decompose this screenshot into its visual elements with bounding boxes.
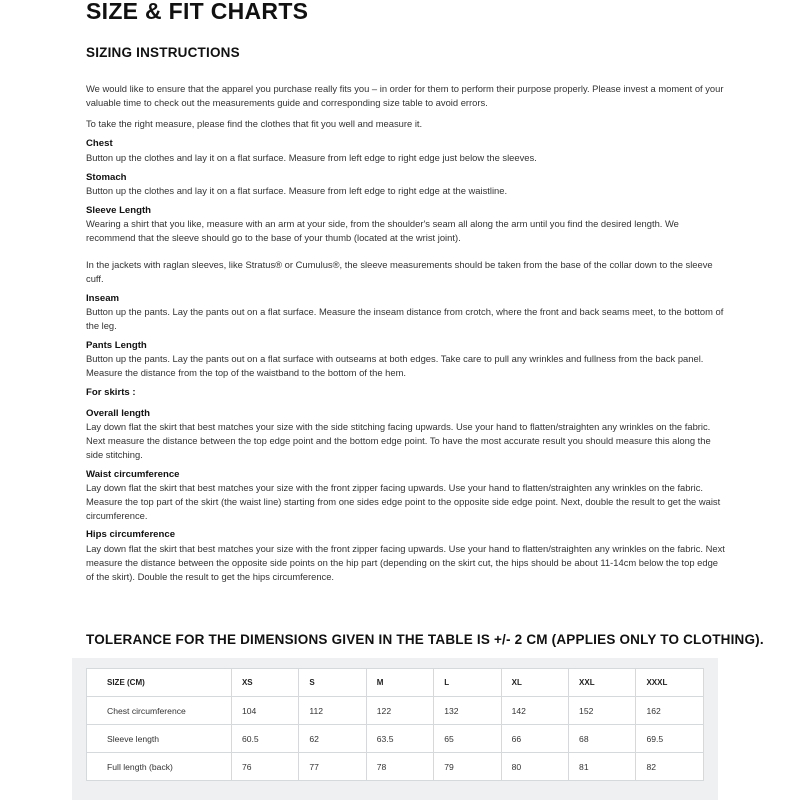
table-header-cell: XXL [569, 669, 636, 697]
pants-length-text: Button up the pants. Lay the pants out on a flat surface with outseams at both edges. Take care to pull any wrinkles and fullness from the back panel. Measure the distance from the top of the waistband to the bottom of the hem. [86, 353, 704, 379]
chest-instruction [86, 137, 726, 164]
size-table [86, 668, 704, 781]
table-header-cell: M [366, 669, 433, 697]
table-cell: 80 [501, 753, 568, 781]
sleeve-text: Wearing a shirt that you like, measure with an arm at your side, from the shoulder's seam all along the arm until you find the desired length. We recommend that the sleeve should go to the base of your thumb (located at the wrist joint). [86, 218, 679, 244]
table-row [87, 753, 704, 781]
sizing-instructions [86, 82, 726, 589]
table-cell: 68 [569, 725, 636, 753]
size-table-container [72, 658, 718, 800]
page-title: SIZE & FIT CHARTS [86, 0, 309, 24]
inseam-instruction [86, 292, 726, 333]
table-row [87, 725, 704, 753]
section-title: SIZING INSTRUCTIONS [86, 45, 240, 60]
table-header-cell: XXXL [636, 669, 704, 697]
table-cell: Chest circumference [87, 697, 232, 725]
sleeve-heading: Sleeve Length [86, 204, 152, 216]
table-cell: 82 [636, 753, 704, 781]
table-cell: 79 [434, 753, 501, 781]
stomach-heading: Stomach [86, 171, 127, 183]
stomach-text: Button up the clothes and lay it on a flat surface. Measure from left edge to right edge at the waistline. [86, 185, 508, 197]
overall-length-heading: Overall length [86, 407, 150, 419]
stomach-instruction [86, 171, 726, 198]
table-cell: 132 [434, 697, 501, 725]
intro-paragraph: To take the right measure, please find the clothes that fit you well and measure it. [86, 117, 423, 129]
hips-heading: Hips circumference [86, 529, 176, 541]
table-cell: Sleeve length [87, 725, 232, 753]
table-cell: 78 [366, 753, 433, 781]
chest-heading: Chest [86, 138, 113, 150]
table-cell: 77 [299, 753, 366, 781]
table-cell: 142 [501, 697, 568, 725]
table-header-cell: SIZE (CM) [87, 669, 232, 697]
chest-text: Button up the clothes and lay it on a flat surface. Measure from left edge to right edge just below the sleeves. [86, 151, 537, 163]
pants-length-instruction [86, 339, 726, 380]
table-row [87, 697, 704, 725]
sleeve-instruction [86, 204, 726, 286]
table-cell: 81 [569, 753, 636, 781]
waist-instruction [86, 468, 726, 523]
intro-paragraph: We would like to ensure that the apparel you purchase really fits you – in order for them to perform their purpose properly. Please invest a moment of your valuable time to check out the measurements guide and corresponding size table to avoid errors. [86, 83, 724, 108]
table-cell: 62 [299, 725, 366, 753]
waist-text: Lay down flat the skirt that best matches your size with the front zipper facing upwards. Use your hand to flatten/straighten any wrinkles on the fabric. Measure the top part of the skirt (the waist line) starting from one sides edge point to the opposite side edge point. Next, double the result to get the waist circumference. [86, 482, 721, 521]
table-header-row [87, 669, 704, 697]
table-cell: Full length (back) [87, 753, 232, 781]
table-cell: 152 [569, 697, 636, 725]
table-cell: 162 [636, 697, 704, 725]
table-cell: 76 [231, 753, 298, 781]
pants-length-heading: Pants Length [86, 339, 147, 351]
table-cell: 66 [501, 725, 568, 753]
table-cell: 60.5 [231, 725, 298, 753]
table-header-cell: XL [501, 669, 568, 697]
table-cell: 63.5 [366, 725, 433, 753]
table-cell: 69.5 [636, 725, 704, 753]
table-header-cell: S [299, 669, 366, 697]
hips-instruction [86, 528, 726, 583]
tolerance-note: TOLERANCE FOR THE DIMENSIONS GIVEN IN THE TABLE IS +/- 2 CM (APPLIES ONLY TO CLOTHING). [86, 632, 764, 647]
table-cell: 122 [366, 697, 433, 725]
table-header-cell: L [434, 669, 501, 697]
inseam-text: Button up the pants. Lay the pants out on a flat surface. Measure the inseam distance from crotch, where the front and back seams meet, to the bottom of the leg. [86, 306, 724, 331]
overall-length-instruction [86, 407, 726, 462]
hips-text: Lay down flat the skirt that best matches your size with the front zipper facing upwards. Use your hand to flatten/straighten any wrinkles on the fabric. Next measure the distance between the opposite side points on the hip part (depending on the skirt cut, the hips should be about 11-14cm below the top edge of the skirt). Double the result to get the hips circumference. [86, 542, 725, 582]
table-header-cell: XS [231, 669, 298, 697]
sleeve-raglan-text: In the jackets with raglan sleeves, like Stratus® or Cumulus®, the sleeve measurements should be taken from the base of the collar down to the sleeve cuff. [86, 259, 713, 284]
waist-heading: Waist circumference [86, 468, 180, 480]
table-cell: 112 [299, 697, 366, 725]
overall-length-text: Lay down flat the skirt that best matches your size with the side stitching facing upwards. Use your hand to flatten/straighten any wrinkles on the fabric. Next measure the distance between the top edge point and the bottom edge point. To have the most accurate result you should measure this along the side stitching. [86, 421, 711, 460]
table-cell: 104 [231, 697, 298, 725]
table-cell: 65 [434, 725, 501, 753]
inseam-heading: Inseam [86, 292, 120, 304]
for-skirts-label: For skirts : [86, 386, 136, 398]
